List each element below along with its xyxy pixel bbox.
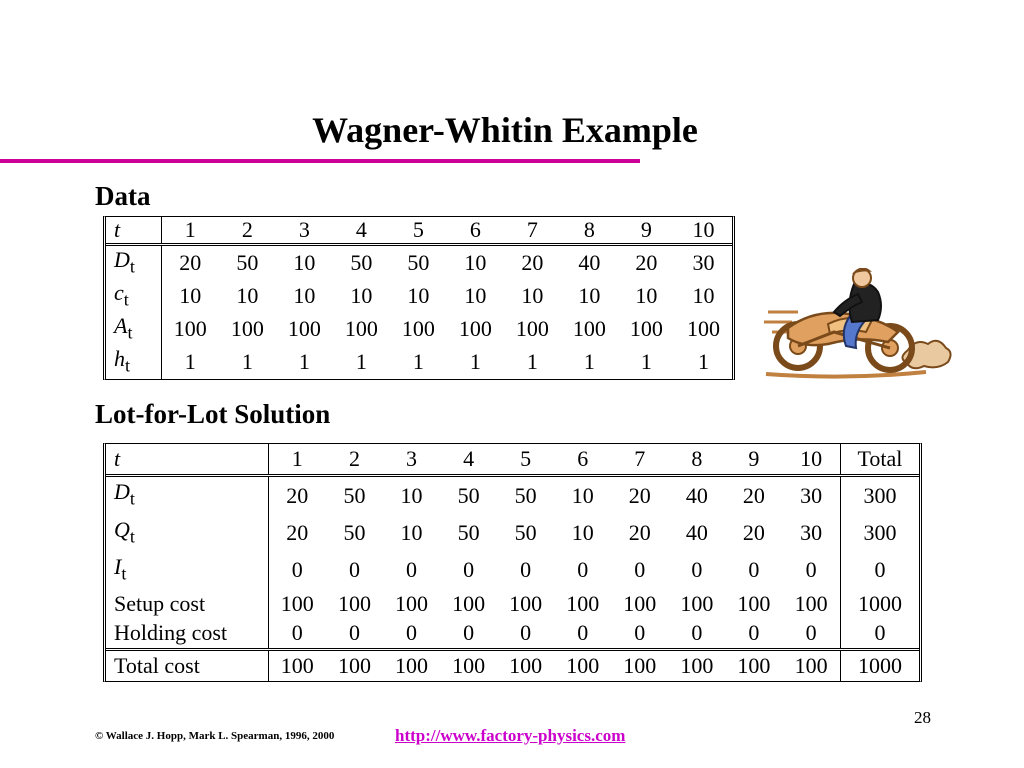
table-cell: 20 — [286, 520, 309, 546]
table-cell: 50 — [457, 482, 480, 508]
table-cell: 1 — [355, 349, 367, 375]
table-cell: 100 — [401, 316, 435, 342]
table-cell: 0 — [406, 620, 418, 646]
website-link[interactable]: http://www.factory-physics.com — [395, 726, 626, 745]
table-cell: 50 — [407, 249, 430, 275]
title-divider — [0, 159, 640, 163]
table-row — [106, 514, 919, 551]
table-cell: 50 — [514, 482, 537, 508]
period-header: 8 — [668, 444, 725, 475]
table-cell: 100 — [395, 590, 429, 616]
table-cell: 100 — [344, 316, 378, 342]
table-cell: 100 — [572, 316, 606, 342]
table-cell: 0 — [634, 557, 646, 583]
row-symbol-subscript: t — [127, 322, 133, 343]
table-cell: 0 — [406, 557, 418, 583]
table-cell: 1 — [241, 349, 253, 375]
period-header: 4 — [440, 444, 497, 475]
period-header: 7 — [611, 444, 668, 475]
row-symbol: I — [114, 554, 122, 580]
period-header: 4 — [333, 217, 390, 245]
table-cell: 100 — [383, 650, 440, 681]
table-cell: 10 — [464, 249, 487, 275]
table-cell: 50 — [457, 520, 480, 546]
table-row — [106, 552, 919, 589]
row-symbol: A — [114, 313, 128, 339]
row-label — [106, 346, 161, 379]
table-cell: 40 — [578, 249, 601, 275]
table-cell: 10 — [400, 520, 423, 546]
table-cell: 0 — [463, 557, 475, 583]
row-label: Total cost — [106, 650, 268, 681]
table-cell: 10 — [521, 283, 544, 309]
table-cell: 50 — [343, 520, 366, 546]
table-cell: 0 — [577, 557, 589, 583]
row-label: Setup cost — [106, 589, 268, 618]
table-cell: 10 — [571, 482, 594, 508]
row-symbol: h — [114, 346, 125, 372]
table-cell: 100 — [686, 316, 720, 342]
table-cell: 100 — [458, 316, 492, 342]
table-row — [106, 346, 732, 379]
period-header: 9 — [725, 444, 782, 475]
table-cell: 40 — [685, 520, 708, 546]
period-header: 6 — [554, 444, 611, 475]
table-cell: 100 — [509, 590, 543, 616]
total-cell: 300 — [840, 475, 919, 514]
table-cell: 10 — [407, 283, 430, 309]
period-header-label: t — [106, 444, 268, 475]
row-symbol-subscript: t — [129, 256, 135, 277]
table-cell: 20 — [628, 520, 651, 546]
slide-title: Wagner-Whitin Example — [312, 110, 698, 150]
row-label — [106, 313, 161, 346]
row-symbol: c — [114, 279, 124, 305]
period-header: 9 — [618, 217, 675, 245]
table-cell: 100 — [280, 590, 314, 616]
copyright-notice: © Wallace J. Hopp, Mark L. Spearman, 1996, 2000 — [95, 730, 335, 742]
table-cell: 10 — [464, 283, 487, 309]
table-cell: 50 — [514, 520, 537, 546]
table-cell: 10 — [293, 283, 316, 309]
period-header: 3 — [383, 444, 440, 475]
table-cell: 30 — [800, 482, 823, 508]
row-label — [106, 514, 268, 551]
table-cell: 100 — [794, 590, 828, 616]
table-cell: 0 — [748, 620, 760, 646]
data-table-frame — [103, 216, 735, 380]
table-cell: 0 — [748, 557, 760, 583]
total-cell: 300 — [840, 514, 919, 551]
table-cell: 0 — [520, 620, 532, 646]
table-row — [106, 589, 919, 618]
table-cell: 20 — [179, 249, 202, 275]
row-symbol-subscript: t — [129, 526, 135, 547]
table-row — [106, 650, 919, 681]
table-cell: 10 — [571, 520, 594, 546]
period-header: 6 — [447, 217, 504, 245]
row-symbol: Q — [114, 516, 130, 542]
row-label — [106, 552, 268, 589]
table-cell: 1 — [697, 349, 709, 375]
header-row — [106, 444, 919, 475]
table-cell: 10 — [236, 283, 259, 309]
table-cell: 100 — [287, 316, 321, 342]
page-number: 28 — [914, 708, 931, 727]
table-cell: 0 — [291, 620, 303, 646]
table-cell: 0 — [348, 557, 360, 583]
row-symbol-subscript: t — [121, 563, 127, 584]
table-row — [106, 618, 919, 649]
table-cell: 100 — [629, 316, 663, 342]
table-cell: 1 — [298, 349, 310, 375]
table-cell: 100 — [515, 316, 549, 342]
table-cell: 20 — [742, 482, 765, 508]
table-cell: 100 — [566, 590, 600, 616]
table-cell: 20 — [628, 482, 651, 508]
table-row — [106, 313, 732, 346]
row-label — [106, 245, 161, 280]
row-label: Holding cost — [106, 618, 268, 649]
table-cell: 100 — [611, 650, 668, 681]
row-symbol-subscript: t — [123, 289, 129, 310]
header-row — [106, 217, 732, 245]
table-cell: 100 — [173, 316, 207, 342]
table-cell: 1 — [469, 349, 481, 375]
row-label — [106, 280, 161, 313]
row-symbol: D — [114, 479, 130, 505]
table-cell: 0 — [520, 557, 532, 583]
table-cell: 0 — [577, 620, 589, 646]
table-cell: 10 — [400, 482, 423, 508]
table-cell: 50 — [236, 249, 259, 275]
table-cell: 1 — [583, 349, 595, 375]
period-header: 2 — [326, 444, 383, 475]
table-cell: 1 — [640, 349, 652, 375]
table-cell: 100 — [623, 590, 657, 616]
lot-for-lot-table — [106, 444, 919, 681]
table-cell: 20 — [286, 482, 309, 508]
table-cell: 0 — [291, 557, 303, 583]
table-cell: 1 — [526, 349, 538, 375]
table-cell: 0 — [805, 557, 817, 583]
table-cell: 0 — [634, 620, 646, 646]
table-cell: 20 — [635, 249, 658, 275]
table-cell: 100 — [337, 590, 371, 616]
total-cell: 0 — [840, 618, 919, 649]
table-cell: 10 — [692, 283, 715, 309]
table-cell: 20 — [742, 520, 765, 546]
period-header: 5 — [390, 217, 447, 245]
period-header-label: t — [106, 217, 161, 245]
table-cell: 0 — [348, 620, 360, 646]
table-cell: 0 — [691, 620, 703, 646]
lot-for-lot-heading: Lot-for-Lot Solution — [95, 399, 331, 429]
table-cell: 10 — [350, 283, 373, 309]
table-cell: 100 — [326, 650, 383, 681]
row-symbol-subscript: t — [125, 355, 131, 376]
table-cell: 1 — [412, 349, 424, 375]
motorcycle-rider-icon — [758, 268, 954, 386]
total-header: Total — [840, 444, 919, 475]
table-cell: 50 — [350, 249, 373, 275]
table-row — [106, 245, 732, 280]
table-cell: 100 — [452, 590, 486, 616]
period-header: 8 — [561, 217, 618, 245]
period-header: 1 — [161, 217, 219, 245]
row-symbol: D — [114, 246, 130, 272]
table-cell: 10 — [179, 283, 202, 309]
period-header: 10 — [675, 217, 732, 245]
table-cell: 30 — [800, 520, 823, 546]
period-header: 5 — [497, 444, 554, 475]
data-section-heading: Data — [95, 181, 151, 211]
table-cell: 100 — [440, 650, 497, 681]
table-cell: 10 — [578, 283, 601, 309]
period-header: 10 — [782, 444, 840, 475]
table-cell: 30 — [692, 249, 715, 275]
table-cell: 20 — [521, 249, 544, 275]
period-header: 7 — [504, 217, 561, 245]
table-cell: 100 — [230, 316, 264, 342]
table-cell: 100 — [725, 650, 782, 681]
table-cell: 100 — [554, 650, 611, 681]
period-header: 2 — [219, 217, 276, 245]
table-cell: 0 — [463, 620, 475, 646]
table-cell: 1 — [184, 349, 196, 375]
data-table — [106, 217, 732, 379]
table-cell: 100 — [782, 650, 840, 681]
total-cell: 1000 — [840, 589, 919, 618]
period-header: 1 — [268, 444, 326, 475]
table-cell: 100 — [668, 650, 725, 681]
total-cell: 0 — [840, 552, 919, 589]
table-row — [106, 280, 732, 313]
table-row — [106, 475, 919, 514]
table-cell: 0 — [805, 620, 817, 646]
table-cell: 100 — [497, 650, 554, 681]
table-cell: 40 — [685, 482, 708, 508]
table-cell: 0 — [691, 557, 703, 583]
table-cell: 100 — [268, 650, 326, 681]
table-cell: 100 — [737, 590, 771, 616]
table-cell: 100 — [680, 590, 714, 616]
table-cell: 10 — [635, 283, 658, 309]
total-cell: 1000 — [840, 650, 919, 681]
row-label — [106, 475, 268, 514]
lot-table-frame — [103, 443, 922, 682]
period-header: 3 — [276, 217, 333, 245]
table-cell: 50 — [343, 482, 366, 508]
table-cell: 10 — [293, 249, 316, 275]
row-symbol-subscript: t — [129, 488, 135, 509]
